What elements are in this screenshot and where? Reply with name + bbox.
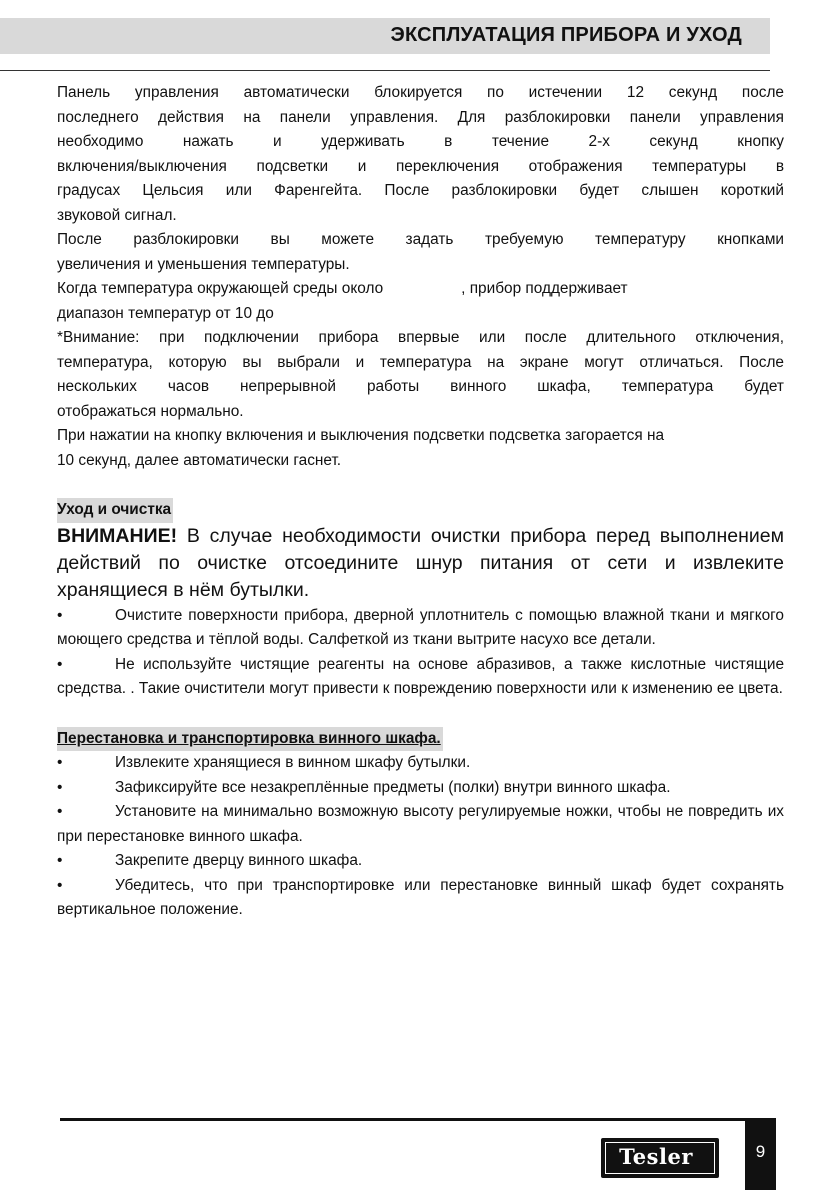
list-item [57,849,784,874]
text-line: градусах Цельсия или Фаренгейта. После разблокировки будет слышен короткий [57,182,784,199]
list-item-text: Установите на минимально возможную высоту регулируемые ножки, чтобы не повредить их при перестановке винного шкафа. [57,803,784,845]
bullet-icon: • [57,778,63,796]
care-warning [57,523,784,604]
brand-logo [601,1138,719,1178]
logo-text: Tesler [619,1144,693,1169]
text-line: *Внимание: при подключении прибора впервые или после длительного отключения, [57,329,784,346]
bullet-icon: • [57,803,63,820]
text-line: температура, которую вы выбрали и температура на экране могут отличаться. После [57,353,784,371]
list-item-text: Закрепите дверцу винного шкафа. [115,852,363,869]
text-line: Панель управления автоматически блокируется по истечении 12 секунд после [57,84,784,101]
bullet-icon: • [57,876,63,894]
list-item [57,751,784,776]
section-title-transport: Перестановка и транспортировка винного шкафа. [57,727,443,752]
text-line: увеличения и уменьшения температуры. [57,255,350,273]
list-item-text: Зафиксируйте все незакреплённые предметы (полки) внутри винного шкафа. [115,778,671,796]
paragraph-unlock [57,228,784,277]
text-line: необходимо нажать и удерживать в течение 2-х секунд кнопку [57,133,784,150]
section-care [57,498,784,523]
text-line: При нажатии на кнопку включения и выключения подсветки подсветка загорается на [57,427,665,444]
bullet-icon: • [57,754,63,771]
list-item-text: Извлеките хранящиеся в винном шкафу бутылки. [115,754,471,771]
list-item [57,776,784,801]
page-title: ЭКСПЛУАТАЦИЯ ПРИБОРА И УХОД [390,24,742,46]
text-line: нескольких часов непрерывной работы винного шкафа, температура будет [57,378,784,395]
text-line: включения/выключения подсветки и переключения отображения температуры в [57,157,784,175]
header-divider [0,70,770,71]
page-number: 9 [755,1142,766,1161]
paragraph-attention [57,326,784,424]
bullet-icon: • [57,655,63,673]
section-transport [57,727,784,752]
text-line: звуковой сигнал. [57,206,177,224]
text-line: последнего действия на панели управления. Для разблокировки панели управления [57,108,784,126]
list-item-text: Очистите поверхности прибора, дверной уплотнитель с помощью влажной ткани и мягкого моющего средства и тёплой воды. Салфеткой из ткани вытрите насухо все детали. [57,606,784,648]
paragraph-lock [57,81,784,228]
bullet-icon: • [57,852,63,869]
text-line: После разблокировки вы можете задать требуемую температуру кнопками [57,231,784,248]
list-item [57,874,784,923]
page-content [57,81,784,923]
ambient-text-b: , прибор поддерживает [461,280,628,297]
list-item [57,800,784,849]
bullet-icon: • [57,606,63,624]
text-line: диапазон температур от 10 до [57,304,274,322]
text-line: 10 секунд, далее автоматически гаснет. [57,451,342,469]
footer-divider [60,1118,745,1121]
list-item-text: Не используйте чистящие реагенты на основе абразивов, а также кислотные чистящие средства. . Такие очистители могут привести к повреждению поверхности или к изменению ее цвета. [57,655,784,697]
ambient-text-a: Когда температура окружающей среды около [57,280,384,297]
warning-text: В случае необходимости очистки прибора перед выполнением действий по очистке отсоедините шнур питания от сети и извлеките хранящиеся в нём бутылки. [57,524,784,601]
paragraph-ambient [57,277,784,326]
page-number-box [745,1118,776,1190]
warning-label: ВНИМАНИЕ! [57,524,178,547]
list-item-text: Убедитесь, что при транспортировке или перестановке винный шкаф будет сохранять вертикальное положение. [57,876,784,918]
text-line: отображаться нормально. [57,402,244,420]
header-band [0,18,770,54]
paragraph-backlight [57,424,784,473]
list-item [57,653,784,702]
list-item [57,604,784,653]
section-title-care: Уход и очистка [57,498,173,523]
text-line [57,277,784,302]
